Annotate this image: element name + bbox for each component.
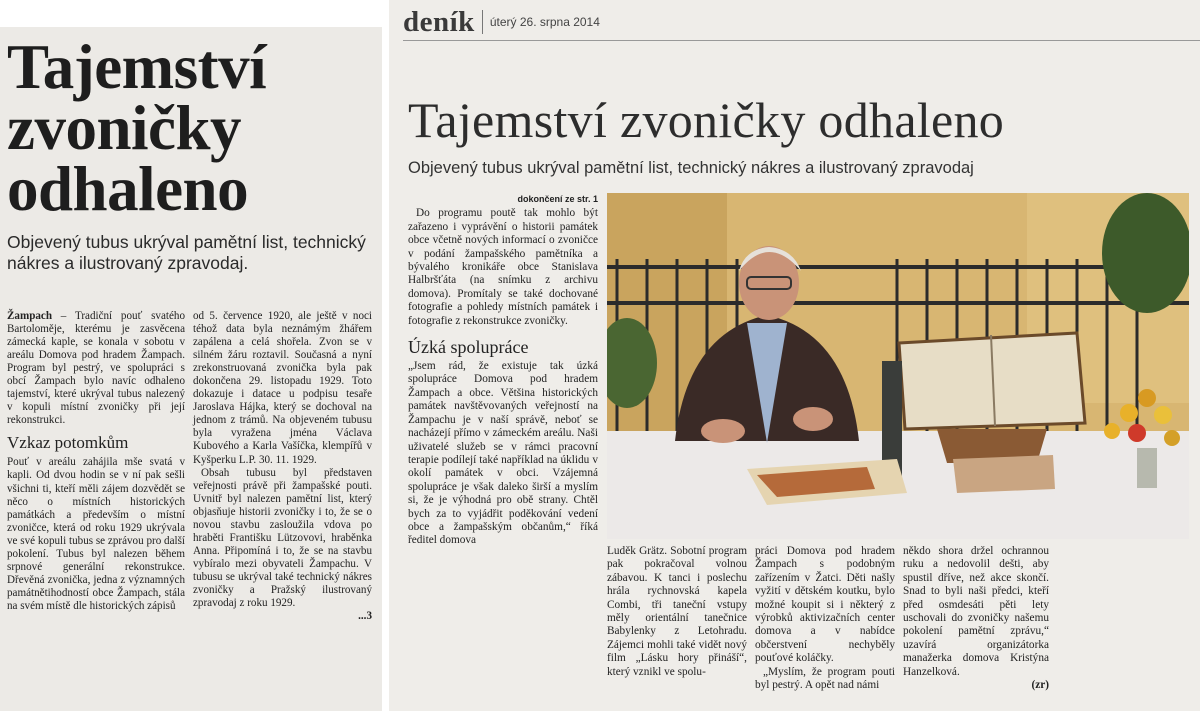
left-column-1 bbox=[7, 310, 185, 613]
masthead-rule bbox=[403, 40, 1200, 41]
dateline-place: Žampach bbox=[7, 310, 52, 322]
right-clipping bbox=[389, 0, 1200, 711]
subhead-vzkaz: Vzkaz potomkům bbox=[7, 433, 129, 453]
paragraph: Pouť v areálu zahájila mše svatá v kapli. Od dvou hodin se v ní pak sešli všichni ti, kteří měli zájem dozvědět se něco o místních historických památkách a především o místní zvoničce, která od roku 1929 ukrývala ve své kopuli tubus se zprávou pro další pokolení. Tubus byl nalezen během srpnové generální rekonstrukce. Dřevěná zvonička, jedna z významných památnětihodností obce Žampach, stála na svém místě dle historických zápisů bbox=[7, 456, 185, 612]
lead-paragraph: – Tradiční pouť svatého Bartoloměje, kterému je zasvěcena zámecká kaple, se konala v sobotu v areálu Domova pod hradem Žampach. Program byl pestrý, ve spolupráci s obcí Žampach bylo navíc odhaleno tajemství, které ukrýval tubus nalezený v kopuli místní zvoničky při její rekonstrukci. bbox=[7, 310, 185, 427]
continued-from: dokončení ze str. 1 bbox=[517, 194, 598, 204]
author-signature: (zr) bbox=[1031, 679, 1049, 692]
right-column-1 bbox=[408, 193, 598, 548]
left-column-2 bbox=[193, 310, 372, 623]
right-subheadline: Objevený tubus ukrýval pamětní list, technický nákres a ilustrovaný zpravodaj bbox=[408, 159, 974, 177]
paragraph: „Jsem rád, že existuje tak úzká spolupráce Domova pod hradem Žampach a obce. Většina historických památek navštěvovaných veřejností na Žampachu je v naší správě, neboť se nacházejí přímo v zámeckém areálu. Naši uživatelé služeb se v rámci pracovní terapie podílejí také například na úklidu v okolí památek v obci. Vzájemná spolupráce je však daleko širší a myslím si, že je výhodná pro obě strany. Chtěl bych za to vyjádřit poděkování vedení obce a žampašským občanům,“ říká ředitel domova bbox=[408, 360, 598, 547]
right-column-3 bbox=[755, 545, 895, 692]
issue-date: úterý 26. srpna 2014 bbox=[489, 15, 600, 29]
headline-line: zvoničky bbox=[7, 93, 242, 163]
headline-line: Tajemství bbox=[7, 32, 267, 102]
right-headline: Tajemství zvoničky odhaleno bbox=[408, 92, 1005, 148]
right-column-2 bbox=[607, 545, 747, 679]
paragraph: „Myslím, že program pouti byl pestrý. A opět nad námi bbox=[755, 665, 895, 692]
article-photo bbox=[607, 193, 1189, 539]
left-headline bbox=[7, 32, 375, 224]
paragraph: práci Domova pod hradem Žampach s podobným zařízením v Žatci. Děti našly vyžití v dětském koutku, bylo možné koupit si i některý z výrobků aktivizačních center domova a v nabídce občerstvení nechyběly pouťové koláčky. bbox=[755, 545, 895, 665]
paragraph: Luděk Grätz. Sobotní program pak pokračoval volnou zábavou. K tanci i poslechu hrála rychnovská kapela Combi, tři taneční vstupy měly orientální tanečnice Babylenky z Letohradu. Zájemci mohli také vidět nový film „Lásku hory přináší“, který vznikl ve spolu- bbox=[607, 545, 747, 678]
continued-marker: ...3 bbox=[358, 610, 372, 623]
right-column-4 bbox=[903, 545, 1049, 692]
masthead-logo: deník bbox=[403, 5, 475, 38]
masthead bbox=[403, 6, 600, 38]
paragraph: Obsah tubusu byl představen veřejnosti právě při žampašské pouti. Uvnitř byl nalezen pamětní list, který objasňuje historii zvoničky i to, že se o novou stavbu zasloužila vdova po hraběti Františku Lützovovi, hraběnka Anna. Připomíná i to, že se na stavbu vybíralo mezi obyvateli Žampachu. V tubusu se ukrýval také technický nákres zvoničky a Pražský ilustrovaný zpravodaj z roku 1929. bbox=[193, 466, 372, 610]
subhead-spoluprace: Úzká spolupráce bbox=[408, 337, 529, 358]
left-subheadline: Objevený tubus ukrýval pamětní list, technický nákres a ilustrovaný zpravodaj. bbox=[7, 232, 366, 273]
masthead-divider bbox=[482, 10, 483, 34]
photo-illustration bbox=[607, 193, 1189, 539]
paragraph: někdo shora držel ochrannou ruku a nedovolil dešti, aby spustil dříve, než akce skončí. Snad to byli naši předci, kteří před osmdesáti pěti lety uschovali do zvoničky našemu pokolení pamětní zprávu,“ uzavírá organizátorka manažerka domova Kristýna Hanzelková. bbox=[903, 545, 1049, 678]
left-clipping bbox=[0, 27, 382, 711]
paragraph: Do programu poutě tak mohlo být zařazeno i vyprávění o historii památek obce včetně nových informací o zvoničce v podání žampašského pamětníka a bývalého kronikáře obce Stanislava Halbršťáta (na snímku z archivu domova). Promítaly se také dochované fotografie a pohledy místních památek i fotografie z rekonstrukce zvoničky. bbox=[408, 207, 598, 327]
paragraph: od 5. července 1920, ale ještě v noci téhož data byla neznámým žhářem zapálena a celá shořela. Zvon se v silném žáru roztavil. Současná a nyní zrekonstruovaná zvonička byla pak dokončena 29. listopadu 1929. Toto dokazuje i datace u podpisu tesaře Jaroslava Hájka, který se dochoval na jednom z trámů. Na objeveném tubusu byla vyražena jména Václava Kubového a Karla Vašíčka, klempířů v Kyšperku L.P. 30. 11. 1929. bbox=[193, 310, 372, 466]
headline-line: odhaleno bbox=[7, 154, 249, 224]
